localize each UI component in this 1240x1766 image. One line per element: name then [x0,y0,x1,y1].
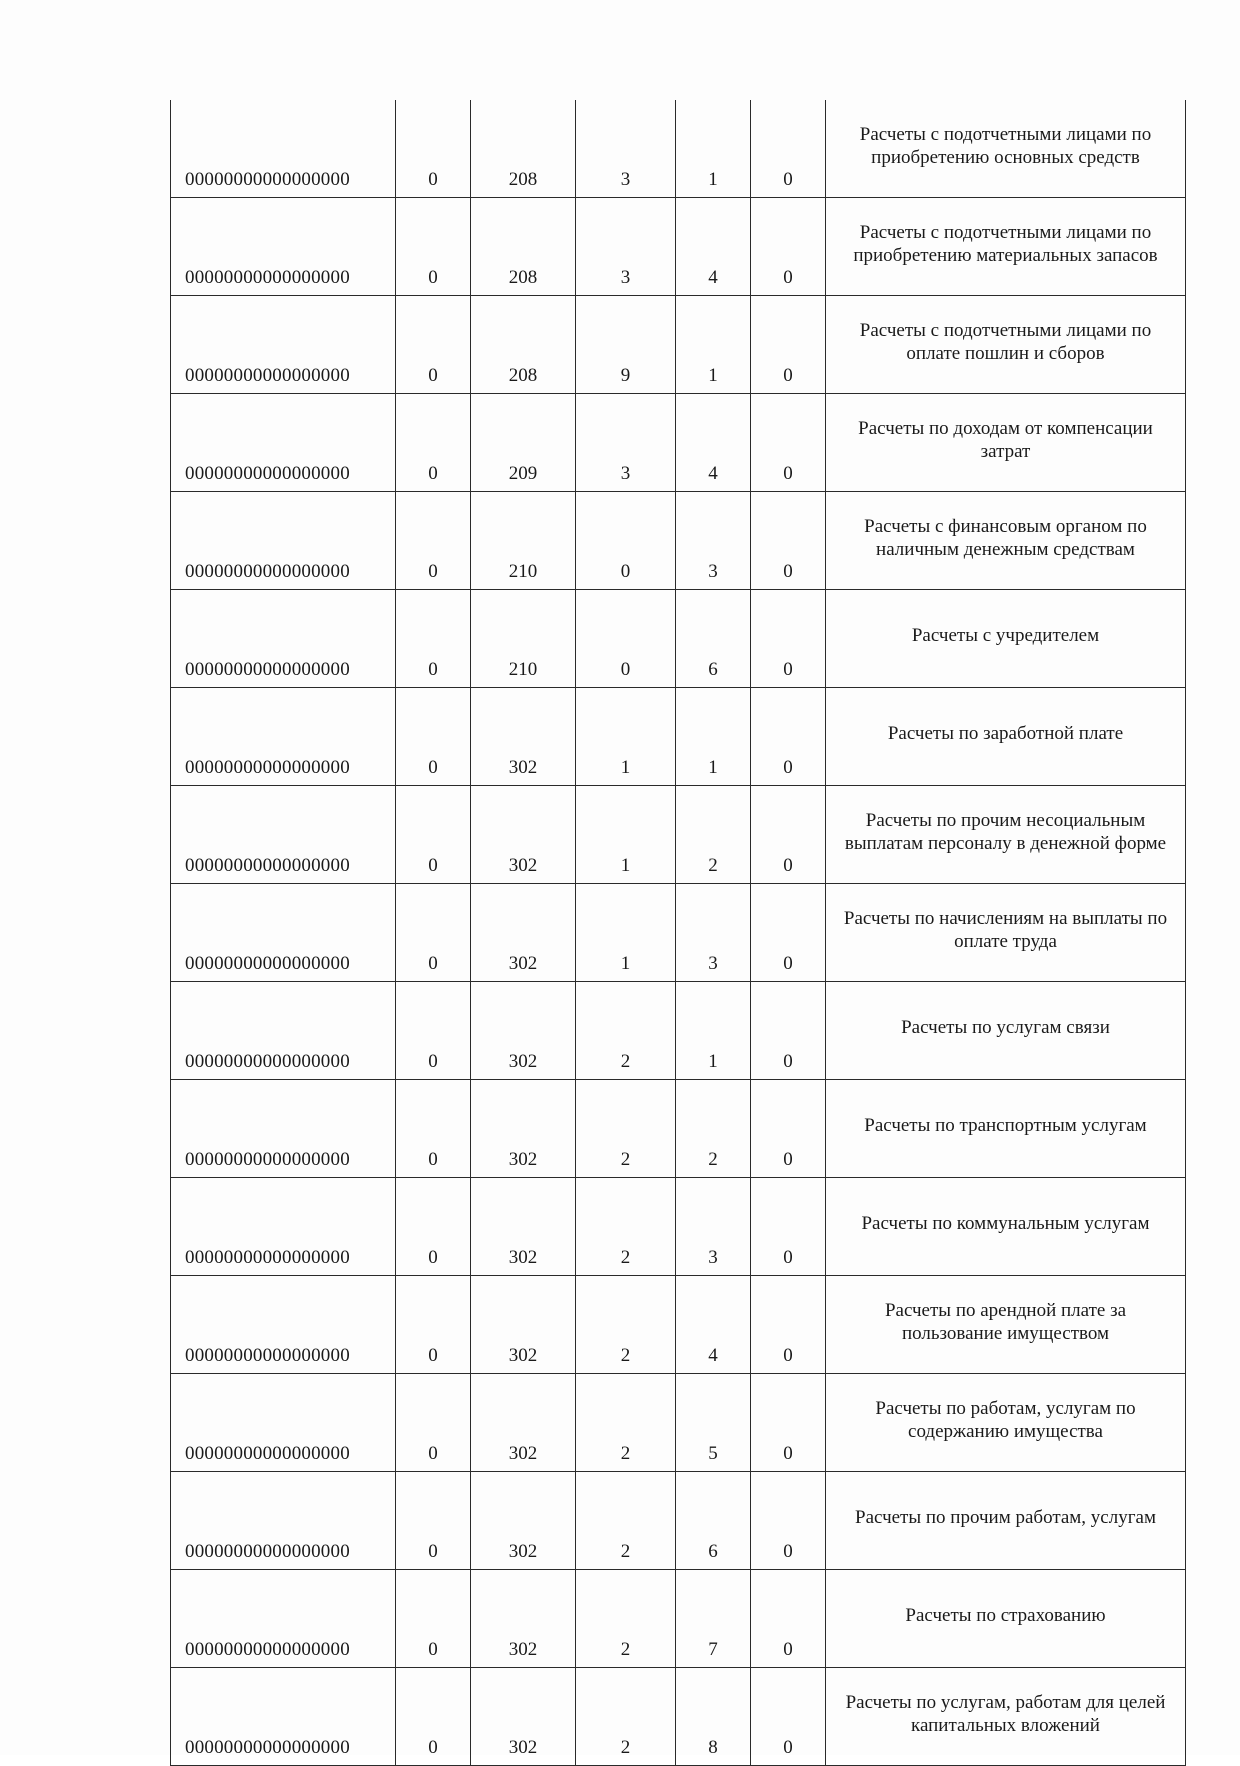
column-e-cell: 0 [751,884,826,982]
synthetic-account-cell: 302 [471,884,576,982]
table-row [171,296,1186,394]
account-code-cell: 00000000000000000 [171,1472,396,1570]
column-e-cell: 0 [751,982,826,1080]
accounts-table-wrapper [170,100,1185,1766]
column-a-cell: 0 [396,1374,471,1472]
synthetic-account-cell: 302 [471,1080,576,1178]
column-e-cell: 0 [751,1570,826,1668]
table-row [171,100,1186,198]
account-code-cell: 00000000000000000 [171,688,396,786]
column-c-cell: 2 [576,1570,676,1668]
account-name-cell: Расчеты по коммунальным услугам [826,1178,1186,1276]
column-a-cell: 0 [396,982,471,1080]
column-a-cell: 0 [396,1276,471,1374]
column-c-cell: 9 [576,296,676,394]
column-e-cell: 0 [751,1668,826,1766]
column-a-cell: 0 [396,688,471,786]
account-name-cell: Расчеты по транспортным услугам [826,1080,1186,1178]
column-d-cell: 6 [676,590,751,688]
column-d-cell: 2 [676,786,751,884]
synthetic-account-cell: 208 [471,198,576,296]
account-name-cell: Расчеты с подотчетными лицами по приобретению основных средств [826,100,1186,198]
column-a-cell: 0 [396,786,471,884]
synthetic-account-cell: 302 [471,1668,576,1766]
table-row [171,492,1186,590]
table-row [171,1668,1186,1766]
accounts-table [170,100,1186,1766]
table-row [171,1178,1186,1276]
account-name-cell: Расчеты по услугам связи [826,982,1186,1080]
account-name-cell: Расчеты по заработной плате [826,688,1186,786]
column-d-cell: 3 [676,1178,751,1276]
account-code-cell: 00000000000000000 [171,1276,396,1374]
synthetic-account-cell: 302 [471,688,576,786]
column-c-cell: 2 [576,1472,676,1570]
account-code-cell: 00000000000000000 [171,492,396,590]
column-e-cell: 0 [751,786,826,884]
column-c-cell: 3 [576,394,676,492]
column-d-cell: 4 [676,1276,751,1374]
column-e-cell: 0 [751,1374,826,1472]
synthetic-account-cell: 302 [471,1570,576,1668]
column-c-cell: 1 [576,786,676,884]
account-code-cell: 00000000000000000 [171,786,396,884]
account-name-cell: Расчеты с финансовым органом по наличным денежным средствам [826,492,1186,590]
account-code-cell: 00000000000000000 [171,1570,396,1668]
account-name-cell: Расчеты по работам, услугам по содержанию имущества [826,1374,1186,1472]
account-name-cell: Расчеты по страхованию [826,1570,1186,1668]
column-d-cell: 1 [676,982,751,1080]
account-code-cell: 00000000000000000 [171,1080,396,1178]
table-row [171,884,1186,982]
account-code-cell: 00000000000000000 [171,394,396,492]
column-c-cell: 0 [576,492,676,590]
column-c-cell: 2 [576,1178,676,1276]
column-a-cell: 0 [396,296,471,394]
table-row [171,590,1186,688]
account-code-cell: 00000000000000000 [171,1178,396,1276]
column-c-cell: 2 [576,1374,676,1472]
column-e-cell: 0 [751,100,826,198]
table-row [171,1080,1186,1178]
column-d-cell: 4 [676,394,751,492]
column-d-cell: 1 [676,296,751,394]
account-name-cell: Расчеты по доходам от компенсации затрат [826,394,1186,492]
account-code-cell: 00000000000000000 [171,198,396,296]
column-a-cell: 0 [396,1668,471,1766]
column-d-cell: 7 [676,1570,751,1668]
account-code-cell: 00000000000000000 [171,982,396,1080]
column-a-cell: 0 [396,1080,471,1178]
table-row [171,394,1186,492]
column-e-cell: 0 [751,1472,826,1570]
table-row [171,198,1186,296]
account-code-cell: 00000000000000000 [171,296,396,394]
column-c-cell: 3 [576,100,676,198]
column-e-cell: 0 [751,198,826,296]
column-e-cell: 0 [751,492,826,590]
column-c-cell: 0 [576,590,676,688]
table-row [171,982,1186,1080]
column-d-cell: 4 [676,198,751,296]
column-c-cell: 2 [576,1668,676,1766]
column-e-cell: 0 [751,590,826,688]
account-name-cell: Расчеты по начислениям на выплаты по оплате труда [826,884,1186,982]
column-d-cell: 1 [676,100,751,198]
column-d-cell: 3 [676,884,751,982]
synthetic-account-cell: 302 [471,982,576,1080]
synthetic-account-cell: 302 [471,1374,576,1472]
synthetic-account-cell: 208 [471,296,576,394]
synthetic-account-cell: 210 [471,590,576,688]
table-row [171,1472,1186,1570]
account-name-cell: Расчеты по услугам, работам для целей капитальных вложений [826,1668,1186,1766]
column-d-cell: 1 [676,688,751,786]
account-code-cell: 00000000000000000 [171,884,396,982]
account-name-cell: Расчеты по прочим несоциальным выплатам персоналу в денежной форме [826,786,1186,884]
column-a-cell: 0 [396,1570,471,1668]
account-code-cell: 00000000000000000 [171,1668,396,1766]
column-d-cell: 2 [676,1080,751,1178]
column-d-cell: 6 [676,1472,751,1570]
synthetic-account-cell: 302 [471,1276,576,1374]
column-a-cell: 0 [396,1472,471,1570]
account-name-cell: Расчеты с учредителем [826,590,1186,688]
column-a-cell: 0 [396,100,471,198]
account-code-cell: 00000000000000000 [171,100,396,198]
column-d-cell: 3 [676,492,751,590]
column-c-cell: 1 [576,688,676,786]
table-row [171,688,1186,786]
synthetic-account-cell: 302 [471,1178,576,1276]
column-e-cell: 0 [751,394,826,492]
column-a-cell: 0 [396,492,471,590]
table-row [171,1374,1186,1472]
column-a-cell: 0 [396,198,471,296]
column-c-cell: 2 [576,1080,676,1178]
column-e-cell: 0 [751,296,826,394]
column-a-cell: 0 [396,394,471,492]
column-e-cell: 0 [751,1080,826,1178]
account-name-cell: Расчеты с подотчетными лицами по оплате пошлин и сборов [826,296,1186,394]
synthetic-account-cell: 210 [471,492,576,590]
account-code-cell: 00000000000000000 [171,1374,396,1472]
column-a-cell: 0 [396,1178,471,1276]
synthetic-account-cell: 208 [471,100,576,198]
account-name-cell: Расчеты по прочим работам, услугам [826,1472,1186,1570]
synthetic-account-cell: 209 [471,394,576,492]
column-d-cell: 5 [676,1374,751,1472]
column-e-cell: 0 [751,688,826,786]
account-code-cell: 00000000000000000 [171,590,396,688]
table-row [171,1276,1186,1374]
column-c-cell: 2 [576,982,676,1080]
table-row [171,786,1186,884]
synthetic-account-cell: 302 [471,1472,576,1570]
column-e-cell: 0 [751,1178,826,1276]
column-c-cell: 1 [576,884,676,982]
synthetic-account-cell: 302 [471,786,576,884]
column-e-cell: 0 [751,1276,826,1374]
account-name-cell: Расчеты по арендной плате за пользование имуществом [826,1276,1186,1374]
column-a-cell: 0 [396,884,471,982]
table-row [171,1570,1186,1668]
accounts-table-body [171,100,1186,1766]
column-d-cell: 8 [676,1668,751,1766]
column-c-cell: 3 [576,198,676,296]
column-c-cell: 2 [576,1276,676,1374]
column-a-cell: 0 [396,590,471,688]
account-name-cell: Расчеты с подотчетными лицами по приобретению материальных запасов [826,198,1186,296]
